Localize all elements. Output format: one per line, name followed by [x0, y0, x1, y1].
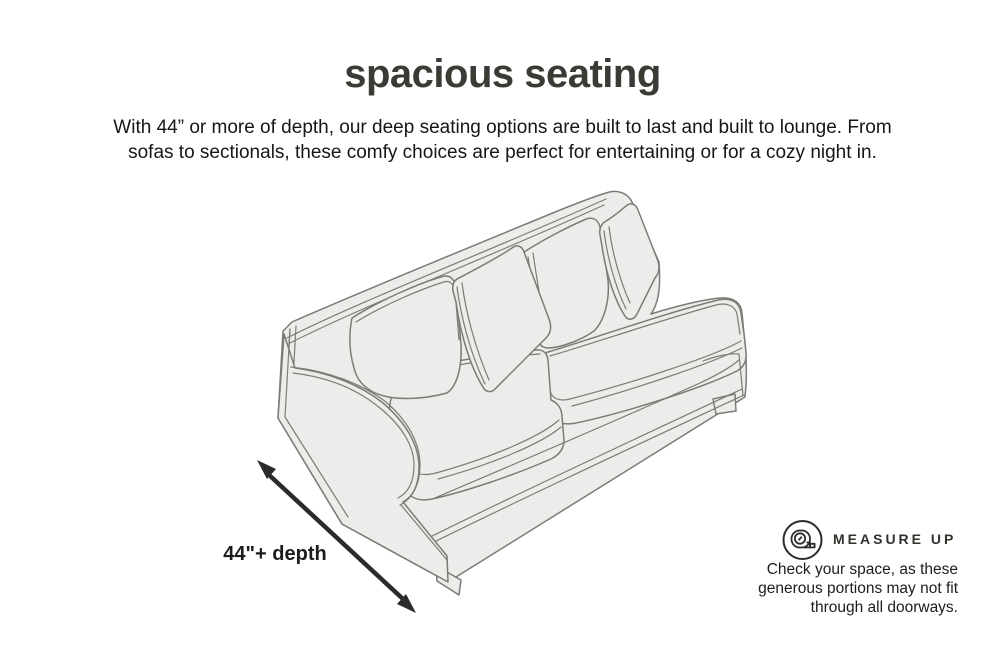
tape-measure-icon	[780, 518, 825, 563]
measure-up-caption	[678, 560, 958, 617]
page-title: spacious seating	[344, 52, 661, 96]
intro-text-line1: With 44” or more of depth, our deep seating options are built to last and built to lounge. From	[113, 117, 892, 138]
sofa-drawing	[278, 191, 746, 595]
measure-up-caption-line1: Check your space, as these	[766, 561, 958, 578]
depth-dimension-label: 44"+ depth	[223, 543, 327, 565]
measure-up-heading: MEASURE UP	[833, 531, 957, 547]
intro-text-line2: sofas to sectionals, these comfy choices are perfect for entertaining or for a cozy night in.	[128, 142, 877, 163]
measure-up-caption-line2: generous portions may not fit	[758, 580, 958, 597]
measure-up-caption-line3: through all doorways.	[810, 599, 958, 616]
